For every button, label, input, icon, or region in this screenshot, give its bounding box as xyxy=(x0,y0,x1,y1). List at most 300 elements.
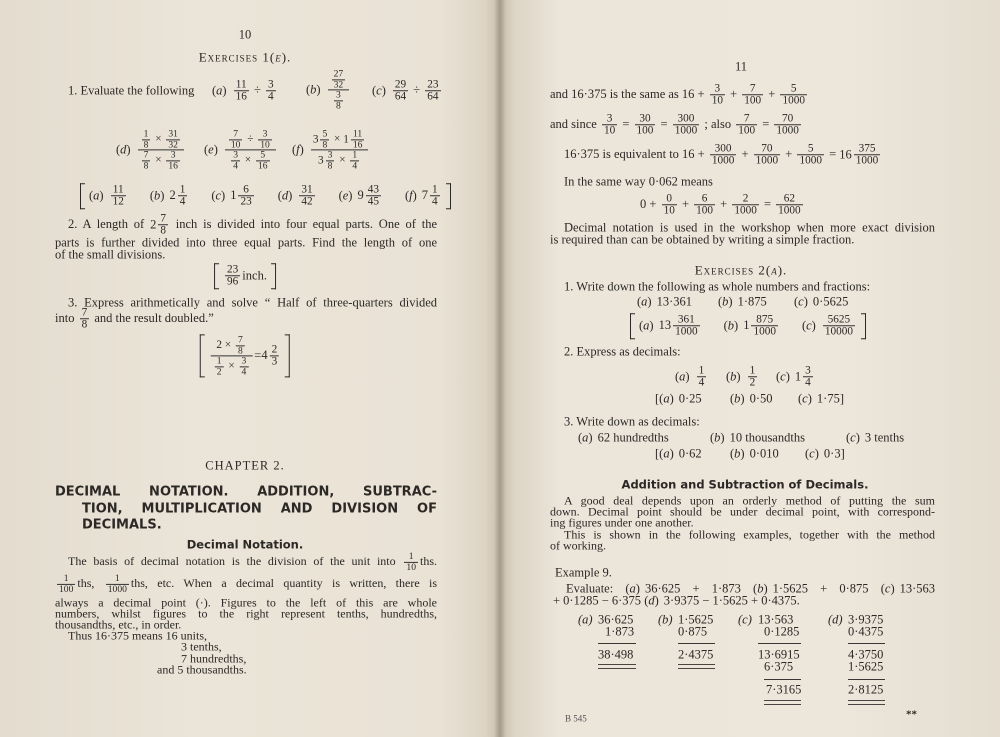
part-label: (a) xyxy=(625,581,640,596)
fraction xyxy=(425,79,440,103)
working-value: 38·498 xyxy=(598,647,634,662)
text-run: 1·75] xyxy=(816,391,844,406)
fraction xyxy=(334,91,343,111)
e3-item xyxy=(710,430,805,445)
italic-text: a xyxy=(771,262,778,278)
numerator: 3 xyxy=(805,364,811,377)
part-label: (a) xyxy=(659,391,674,406)
denominator: 8 xyxy=(143,138,149,150)
text-run: ÷ xyxy=(244,133,257,146)
q1-part-c xyxy=(372,79,443,103)
intro-line: is required than can be obtained by writing a simple fraction. xyxy=(550,232,855,247)
fraction xyxy=(635,113,656,137)
numerator: 3 xyxy=(241,355,247,367)
denominator xyxy=(330,91,347,111)
e2-item xyxy=(675,365,708,389)
text-run: = xyxy=(619,116,633,131)
fraction xyxy=(351,129,365,149)
working-value: 13·563 xyxy=(758,612,794,627)
whole-part: 9 xyxy=(357,187,364,202)
part-label: (a) xyxy=(659,446,674,461)
denominator: 2 xyxy=(216,366,222,378)
numerator xyxy=(138,129,184,150)
part-label: (c) xyxy=(801,318,816,333)
denominator: 10 xyxy=(230,138,241,150)
text-run: 0 + xyxy=(640,196,660,211)
fraction xyxy=(823,314,855,338)
q1-answers xyxy=(80,183,451,209)
denominator: 8 xyxy=(322,138,328,150)
working-value: 0·4375 xyxy=(848,624,884,639)
e3-prompt: 3. Write down as decimals: xyxy=(564,414,700,429)
denominator: 1000 xyxy=(107,583,127,595)
part-letter: a xyxy=(629,581,636,596)
part-letter: e xyxy=(342,188,349,203)
text-run: inch. xyxy=(242,268,267,283)
paragraph-line: always a decimal point (·). Figures to the left of this are whole xyxy=(55,595,437,610)
numerator: 7 xyxy=(160,212,166,225)
denominator: 10 xyxy=(260,138,270,150)
sum-rule xyxy=(848,643,885,644)
e1-answers xyxy=(630,313,866,339)
mixed-number xyxy=(230,184,256,208)
paragraph-line xyxy=(68,552,437,572)
fraction xyxy=(732,193,759,217)
part-letter: b xyxy=(310,81,317,96)
exercises-title xyxy=(198,49,292,65)
text-run: Exercises 1( xyxy=(198,49,276,65)
part-letter: a xyxy=(663,446,670,461)
working-label: (a) xyxy=(578,612,593,627)
answer xyxy=(802,314,857,338)
denominator: 2 xyxy=(749,376,756,389)
denominator: 8 xyxy=(237,344,243,356)
denominator: 10 xyxy=(663,204,675,217)
answer xyxy=(211,184,255,208)
answer xyxy=(639,314,702,338)
part-label: (b) xyxy=(723,318,739,333)
numerator: 1 xyxy=(106,574,129,585)
text-run: 2. A length of xyxy=(68,216,151,231)
numerator: 5625 xyxy=(823,314,855,326)
numerator: 31 xyxy=(301,183,313,196)
denominator: 10000 xyxy=(824,325,853,338)
double-rule xyxy=(848,700,885,705)
fraction xyxy=(236,335,245,355)
fraction xyxy=(270,344,280,368)
text-run: 0·010 xyxy=(749,446,779,461)
fraction xyxy=(256,151,270,171)
text-run: 36·625 + 1·873 xyxy=(644,581,754,596)
part-label: (c) xyxy=(880,581,895,596)
denominator: 1000 xyxy=(675,325,698,338)
page-number-left: 10 xyxy=(238,27,252,42)
denominator: 10 xyxy=(603,124,616,137)
fraction xyxy=(326,151,335,171)
working-label: (d) xyxy=(828,612,843,627)
italic-text: e xyxy=(275,49,282,65)
denominator: 4 xyxy=(805,376,811,389)
working-value: 1·5625 xyxy=(678,612,714,627)
fraction xyxy=(662,193,677,217)
fraction xyxy=(780,83,807,107)
text-run: ÷ xyxy=(410,82,424,97)
numerator: 1 xyxy=(352,149,358,161)
fraction xyxy=(332,69,346,89)
part-letter: b xyxy=(734,391,741,406)
numerator: 3 xyxy=(267,78,274,91)
part-label: (a) xyxy=(639,318,654,333)
part-letter: a xyxy=(641,294,648,309)
text-run: + xyxy=(738,146,752,161)
whole-part: 1 xyxy=(794,368,802,383)
text-run: = xyxy=(657,116,671,131)
part-label: (d) xyxy=(644,593,659,608)
text-run: = xyxy=(254,348,262,363)
fraction xyxy=(673,113,700,137)
e3-item xyxy=(846,430,905,445)
numerator: 5 xyxy=(256,151,270,162)
part-label: (a) xyxy=(212,82,227,97)
e2-item xyxy=(726,365,759,389)
text-run: ÷ xyxy=(250,82,264,97)
denominator: 8 xyxy=(335,100,341,112)
part-letter: c xyxy=(798,294,804,309)
fraction xyxy=(350,151,359,171)
answer xyxy=(339,184,383,208)
paragraph-line: down. Decimal point should be under decimal point, with correspond- xyxy=(550,504,935,519)
mixed-number xyxy=(839,142,882,167)
e1-item xyxy=(794,294,849,309)
fraction xyxy=(748,365,758,389)
numerator: 43 xyxy=(367,183,379,196)
fraction xyxy=(299,184,314,208)
mixed-number xyxy=(659,314,702,338)
numerator: 31 xyxy=(168,128,178,140)
answer-bracket xyxy=(214,263,276,289)
fraction xyxy=(602,113,617,137)
part-label: (b) xyxy=(753,581,768,596)
part-letter: f xyxy=(409,188,413,203)
numerator: 7 xyxy=(81,306,88,319)
part-letter: a xyxy=(663,391,670,406)
numerator: 2 xyxy=(732,193,759,205)
numerator: 3 xyxy=(335,89,341,101)
e2-answer xyxy=(730,391,773,406)
working-value: 13·6915 xyxy=(758,647,800,662)
chapter-label: CHAPTER 2. xyxy=(205,458,285,473)
text-run: 0·50 xyxy=(749,391,773,406)
answer-bracket xyxy=(200,334,290,377)
thus-line: 7 hundredths, xyxy=(181,651,247,666)
text-run: 0·25 xyxy=(678,391,702,406)
part-letter: c xyxy=(806,318,812,333)
fraction xyxy=(158,213,168,237)
intro-line: Decimal notation is used in the workshop when more exact division xyxy=(564,220,935,235)
q1-part-d xyxy=(116,129,186,170)
denominator: 16 xyxy=(168,160,178,172)
paragraph-line: of working. xyxy=(550,538,606,553)
numerator: 0 xyxy=(662,193,677,205)
denominator: 1000 xyxy=(782,94,805,107)
fraction xyxy=(166,129,180,149)
working-value: 0·1285 xyxy=(764,624,800,639)
e3-answer xyxy=(730,446,779,461)
denominator: 1000 xyxy=(855,154,879,167)
answer xyxy=(724,314,780,338)
text-run: and the result doubled.” xyxy=(91,310,214,325)
text-run: [ xyxy=(655,391,660,406)
numerator: 11 xyxy=(351,129,365,140)
fraction xyxy=(774,113,801,137)
numerator: 7 xyxy=(229,129,243,140)
part-letter: b xyxy=(714,430,721,445)
part-label: (b) xyxy=(710,430,725,445)
whole-part: 2 xyxy=(169,187,176,202)
numerator xyxy=(225,129,276,150)
text-run: The basis of decimal notation is the division of the unit into xyxy=(68,553,403,568)
numerator xyxy=(328,69,350,90)
part-letter: c xyxy=(215,188,222,203)
fraction xyxy=(430,184,440,208)
fraction xyxy=(142,151,151,171)
sum-rule xyxy=(758,643,801,644)
part-letter: b xyxy=(727,318,735,333)
text-run: 16·375 is equivalent to 16 + xyxy=(564,146,708,161)
double-rule xyxy=(764,700,801,705)
q3-answer xyxy=(200,334,290,377)
working-value: 1·5625 xyxy=(848,659,884,674)
part-letter: d xyxy=(648,593,655,608)
book-gutter xyxy=(494,0,506,737)
mixed-number xyxy=(422,184,442,208)
whole-part: 1 xyxy=(743,317,750,332)
text-run: 13·563 xyxy=(899,581,936,596)
denominator: 10 xyxy=(406,561,416,573)
part-letter: a xyxy=(93,188,100,203)
e2-answer xyxy=(655,391,702,406)
part-letter: c xyxy=(809,446,815,461)
sum-rule xyxy=(848,679,885,680)
numerator xyxy=(211,335,253,356)
denominator: 23 xyxy=(240,195,252,208)
part-label: (b) xyxy=(730,391,745,406)
numerator: 27 xyxy=(333,68,344,80)
denominator: 4 xyxy=(233,160,238,172)
answer xyxy=(150,184,189,208)
fraction xyxy=(393,79,408,103)
sum-rule xyxy=(598,643,636,644)
denominator: 1000 xyxy=(734,204,757,217)
text-run: ; also xyxy=(701,116,735,131)
e1-item xyxy=(637,294,693,309)
paragraph-line xyxy=(55,574,437,594)
part-letter: b xyxy=(730,368,737,383)
numerator: 3 xyxy=(166,151,180,162)
fraction xyxy=(211,335,253,376)
fraction xyxy=(57,574,75,594)
numerator: 5 xyxy=(322,128,328,140)
fraction xyxy=(106,574,129,594)
denominator: 42 xyxy=(301,195,313,208)
double-rule xyxy=(678,664,715,669)
denominator xyxy=(227,151,273,171)
text-run: inch is divided into four equal parts. One of the xyxy=(169,216,437,231)
numerator: 3 xyxy=(710,83,725,95)
fraction xyxy=(797,143,824,167)
part-label: (c) xyxy=(846,430,860,445)
denominator: 1000 xyxy=(711,154,735,167)
working-value: 4·3750 xyxy=(848,647,884,662)
numerator: 3 xyxy=(602,113,617,125)
part-letter: b xyxy=(722,294,729,309)
whole-part: 7 xyxy=(421,187,429,202)
fraction xyxy=(710,83,725,107)
text-run: 0·5625 xyxy=(812,294,849,309)
numerator: 5 xyxy=(780,83,807,95)
answer xyxy=(89,184,128,208)
part-letter: c xyxy=(780,368,786,383)
part-letter: b xyxy=(154,188,161,203)
fraction xyxy=(231,151,240,171)
part-label: (b) xyxy=(149,188,165,203)
text-run: 2 × xyxy=(216,339,234,352)
text-run: × xyxy=(225,360,238,373)
part-label: (e) xyxy=(204,141,218,156)
denominator: 1000 xyxy=(674,124,698,137)
text-run: × xyxy=(241,154,254,167)
numerator: 300 xyxy=(710,143,737,155)
fraction xyxy=(754,143,781,167)
fraction xyxy=(673,314,700,338)
part-letter: a xyxy=(216,82,223,97)
double-rule xyxy=(598,664,636,669)
paragraph-line: This is shown in the following examples, together with the method xyxy=(564,527,935,542)
fraction xyxy=(234,79,249,103)
example-line xyxy=(553,593,800,608)
text-run: into xyxy=(55,310,78,325)
part-label: (b) xyxy=(730,446,745,461)
denominator xyxy=(316,151,363,171)
numerator: 3 xyxy=(258,129,272,140)
numerator: 11 xyxy=(111,184,126,196)
answer xyxy=(223,264,267,288)
mixed-number xyxy=(357,184,383,208)
text-run: ). xyxy=(281,49,292,65)
numerator: 11 xyxy=(234,79,249,91)
part-label: (c) xyxy=(794,294,808,309)
numerator: 7 xyxy=(742,83,763,95)
numerator: 1 xyxy=(432,183,438,196)
denominator xyxy=(211,357,253,377)
part-letter: c xyxy=(884,581,891,596)
numerator: 6 xyxy=(694,193,715,205)
part-label: (e) xyxy=(338,188,353,203)
text-run: ths. xyxy=(419,553,437,568)
whole-part: 2 xyxy=(150,216,157,231)
page-number-right: 11 xyxy=(734,59,748,74)
part-letter: c xyxy=(802,391,808,406)
answer-bracket xyxy=(630,313,866,339)
example-title: Example 9. xyxy=(555,565,612,580)
working-value: 7·3165 xyxy=(766,682,802,697)
text-run: 13·361 xyxy=(656,294,693,309)
answer xyxy=(209,335,281,376)
denominator: 32 xyxy=(333,78,344,90)
part-label: (f) xyxy=(404,188,417,203)
fraction xyxy=(142,129,151,149)
numerator: 1 xyxy=(749,364,756,377)
denominator: 16 xyxy=(235,90,247,103)
text-run: × xyxy=(336,154,349,167)
numerator: 875 xyxy=(751,314,778,326)
numerator: 1 xyxy=(143,128,149,140)
fraction xyxy=(742,83,763,107)
paragraph-line: A good deal depends upon an orderly method of putting the sum xyxy=(564,493,935,508)
denominator: 100 xyxy=(636,124,654,137)
mixed-number xyxy=(150,212,170,237)
text-run: + xyxy=(726,86,741,101)
chapter-heading-line: DECIMALS. xyxy=(82,517,162,533)
answer xyxy=(405,184,442,208)
q1-part-f xyxy=(292,129,370,170)
whole-part: 1 xyxy=(343,133,349,146)
part-label: (b) xyxy=(718,294,733,309)
fraction xyxy=(138,129,184,170)
fraction xyxy=(751,314,778,338)
part-label: (b) xyxy=(726,368,741,383)
text-run: 0·3] xyxy=(823,446,845,461)
part-letter: e xyxy=(208,141,214,156)
working-value: 3·9375 xyxy=(848,612,884,627)
e3-item xyxy=(578,430,669,445)
q2-answer xyxy=(214,263,276,289)
footer-mark: ** xyxy=(906,708,917,721)
denominator: 16 xyxy=(352,138,363,150)
text-run: + xyxy=(782,146,796,161)
mixed-number xyxy=(743,314,780,338)
working-value: 2·8125 xyxy=(848,682,884,697)
numerator: 7 xyxy=(237,334,243,346)
fraction xyxy=(225,129,276,170)
fraction xyxy=(736,113,757,137)
part-label: (c) xyxy=(211,188,226,203)
part-label: (a) xyxy=(675,368,690,383)
thus-line: and 5 thousandths. xyxy=(157,662,247,677)
part-letter: c xyxy=(376,82,382,97)
text-run: = xyxy=(760,196,775,211)
q3-line xyxy=(55,307,214,331)
whole-part: 13 xyxy=(658,317,672,332)
denominator: 8 xyxy=(160,224,166,237)
numerator xyxy=(311,129,369,150)
fraction xyxy=(240,357,249,377)
numerator: 1 xyxy=(179,183,186,196)
part-label: (d) xyxy=(116,141,131,156)
chapter-heading-line: TION, MULTIPLICATION AND DIVISION OF xyxy=(82,501,437,517)
intro-line: In the same way 0·062 means xyxy=(564,174,713,189)
part-letter: a xyxy=(679,368,686,383)
part-label: (c) xyxy=(776,368,790,383)
numerator: 1 xyxy=(404,552,418,563)
text-run: × xyxy=(331,133,344,146)
fraction xyxy=(229,129,243,149)
working-value: 0·875 xyxy=(678,624,708,639)
whole-part: 4 xyxy=(261,347,268,362)
numerator: 23 xyxy=(227,263,239,276)
denominator: 4 xyxy=(432,195,438,208)
paragraph-line: thousandths, etc., in order. xyxy=(55,617,182,632)
